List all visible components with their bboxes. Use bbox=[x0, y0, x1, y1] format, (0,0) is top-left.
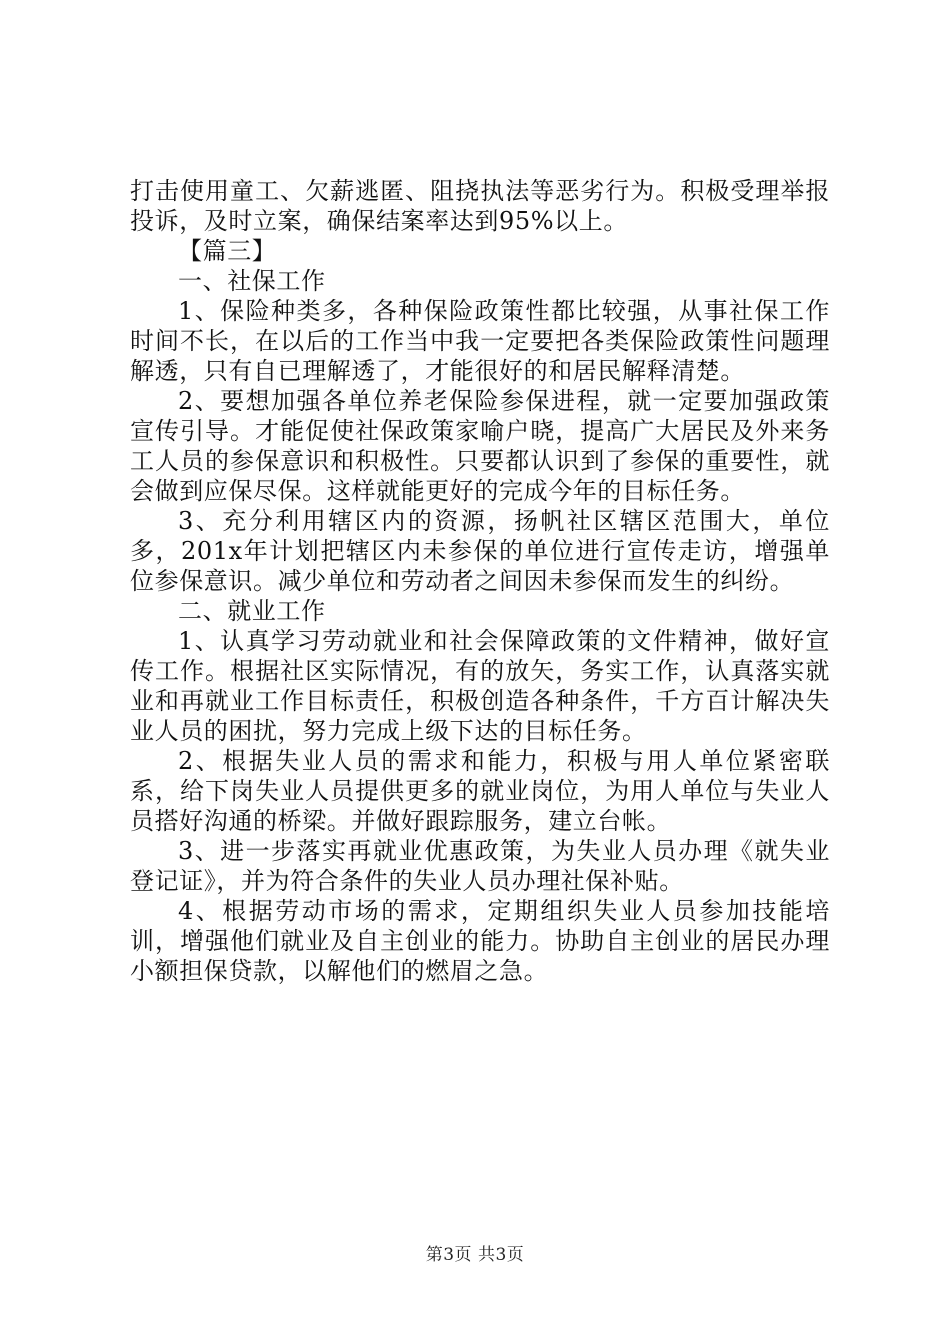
document-body bbox=[130, 176, 830, 986]
subheading-social-security: 一、社保工作 bbox=[178, 267, 326, 295]
paragraph-social-security-3: 3、充分利用辖区内的资源，扬帆社区辖区范围大，单位多，201x年计划把辖区内未参保的单位进行宣传走访，增强单位参保意识。减少单位和劳动者之间因未参保而发生的纠纷。 bbox=[130, 507, 830, 595]
page-number-footer: 第3页 共3页 bbox=[425, 1245, 525, 1265]
paragraph-employment-2: 2、根据失业人员的需求和能力，积极与用人单位紧密联系，给下岗失业人员提供更多的就业岗位，为用人单位与失业人员搭好沟通的桥梁。并做好跟踪服务，建立台帐。 bbox=[130, 747, 830, 835]
paragraph-employment-3: 3、进一步落实再就业优惠政策，为失业人员办理《就失业登记证》，并为符合条件的失业人员办理社保补贴。 bbox=[130, 837, 830, 895]
subheading-employment: 二、就业工作 bbox=[178, 597, 326, 625]
section-heading-part-three: 【篇三】 bbox=[178, 237, 277, 265]
paragraph-social-security-1: 1、保险种类多，各种保险政策性都比较强，从事社保工作时间不长，在以后的工作当中我一定要把各类保险政策性问题理解透，只有自已理解透了，才能很好的和居民解释清楚。 bbox=[130, 297, 830, 385]
paragraph-social-security-2: 2、要想加强各单位养老保险参保进程，就一定要加强政策宣传引导。才能促使社保政策家喻户晓，提高广大居民及外来务工人员的参保意识和积极性。只要都认识到了参保的重要性，就会做到应保尽保。这样就能更好的完成今年的目标任务。 bbox=[130, 387, 830, 505]
paragraph-continuation: 打击使用童工、欠薪逃匿、阻挠执法等恶劣行为。积极受理举报投诉，及时立案，确保结案率达到95%以上。 bbox=[130, 177, 830, 235]
paragraph-employment-1: 1、认真学习劳动就业和社会保障政策的文件精神，做好宣传工作。根据社区实际情况，有的放矢，务实工作，认真落实就业和再就业工作目标责任，积极创造各种条件，千方百计解决失业人员的困扰，努力完成上级下达的目标任务。 bbox=[130, 627, 830, 745]
paragraph-employment-4: 4、根据劳动市场的需求，定期组织失业人员参加技能培训，增强他们就业及自主创业的能力。协助自主创业的居民办理小额担保贷款，以解他们的燃眉之急。 bbox=[130, 897, 830, 985]
